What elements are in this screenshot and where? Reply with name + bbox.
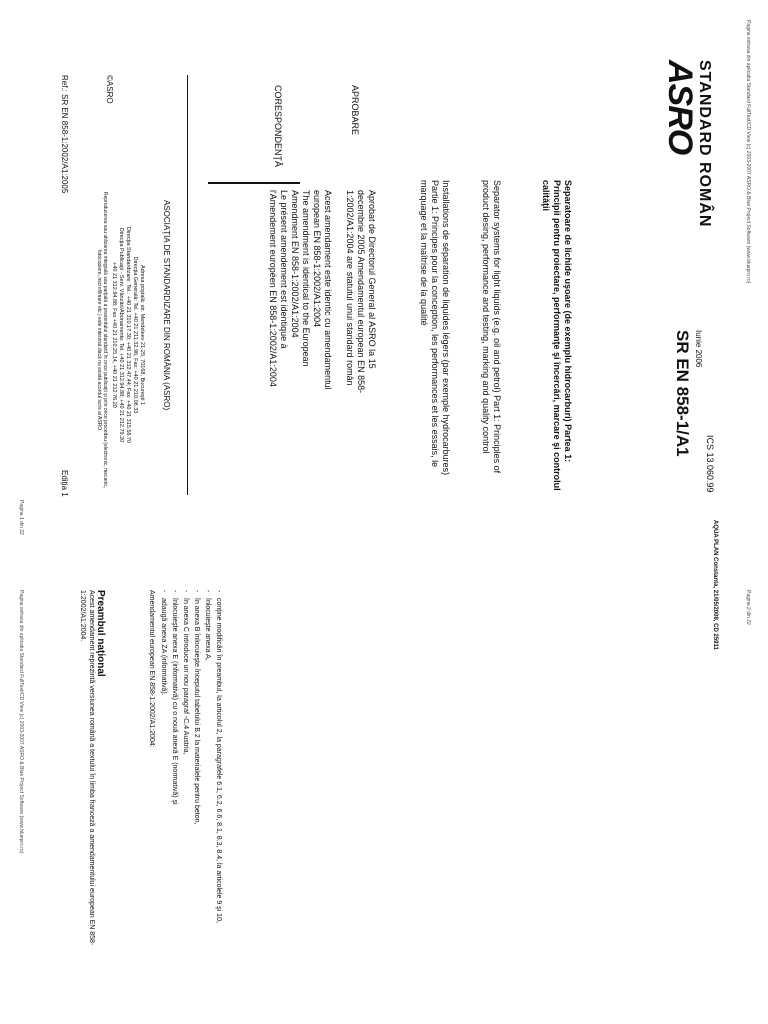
title-french: Installations de séparation de liquides légers (par exemple hydrocarbures) Partie 1: Principes pour la conception, les performances et les essais, le marquage et la maîtrise de la qualité [419,180,451,476]
page-number: Pagina 2 din 22 [745,590,751,625]
title-english: Separator systems for light liquids (e.g. oil and petrol) Part 1: Principles of product desing, performance and testing, marking and quality control [481,180,502,474]
preamble-list [158,590,224,970]
edition: Ediţia 1 [60,470,69,497]
correspondence-ro: Acest amendament este identic cu amendamentul european EN 858-1:2002/A1:2004 [312,190,333,390]
approval-label: APROBARE [350,85,360,136]
preamble-title: Preambul naţional [95,590,106,677]
correspondence-text [267,190,333,405]
document-date: Iunie 2006 [694,330,703,368]
title-romanian: Separatoare de lichide uşoare (de exemplu hidrocarburi) Partea 1: Principii pentru proiectare, performanţe şi încercări, marcare şi controlul calităţii [541,180,573,491]
ics-code: ICS 13.060.99 [705,435,715,493]
association-name: ASOCIAŢIA DE STANDARDIZARE DIN ROMÂNIA (ASRO) [162,200,171,411]
aqua-plan-note: AQUA PLAN Constanta, 21/05/2008, CD 25911 [712,520,718,650]
association-publications: Direcţia Publicaţii - Serv. Vânzări/Abonamente: Tel. +40 21 312.94.88; +40 21 212.79.20 [118,227,124,443]
reference: Ref.: SR EN 858-1:2002/A1:2005 [60,75,69,194]
standard-title: STANDARD ROMÂN [696,60,713,228]
asro-logo: ASRO [661,60,699,155]
approval-text: Aprobat de Directorul General al ASRO la 15 decembrie 2005 Amendamentul european EN 858-1:2002/A1:2004 are statutul unui standard român [345,190,377,394]
page-number: Pagina 1 din 22 [18,500,24,535]
correspondence-label: CORESPONDENŢĂ [273,85,283,168]
association-standards: Direcţia Standardizare: Tel.: +40 21 310.17.30; +40 21 312.47.44; Fax: +40 21 315.58.70 [125,226,131,444]
list-item: - în anexa B înlocuieşte începutul tabelului B.2 la materialele pentru beton, [191,590,202,970]
list-item: - adaugă anexa ZA (informativă). [158,590,169,970]
copyright-mark: ©ASRO [105,75,114,104]
margin-note: Pagina extrasa din aplicatia Standard FullText/CD View (c) 2003-2007 ASRO & Blue Project Software (www.bluepro.ro) [18,590,24,854]
association-general: Direcţia Generală: Tel. +40 21 211.32.96; Fax: +40 21 210.08.33 [132,256,138,414]
association-fax: +40 21 312.94.88; Fax +40 21 210.25.14, +40 21 212.76.20 [111,262,117,408]
margin-note: Pagina extrasa din aplicatia Standard FullText/CD View (c) 2003-2007 ASRO & Blue Project Software (www.bluepro.ro) [745,20,751,284]
list-item: - conţine modificări în preambul, la articolul 2, la paragrafele 6.1, 6.2, 6.6, 8.1, 8.3, 8.4, la articolele 9 şi 10, [213,590,224,970]
correspondence-bar [208,182,300,184]
preamble-intro: Acest amendament reprezintă versiunea română a textului în limba franceză a amendamentului european EN 858-1:2002/A1:2004. [79,590,95,946]
divider [187,75,188,495]
copyright-notice: Reproducerea sau utilizarea integrală sau parţială a prezentului standard în orice publicaţii şi prin orice procedeu (electronic, mecanic, fotocopiere, microfilmare etc.) este interzisă dacă nu există acordul scris al ASRO [96,191,108,489]
association-contacts [110,170,145,500]
list-item: - înlocuieşte anexa E (informativă) cu o nouă anexă E (normativă) şi [169,590,180,970]
list-item: - în anexa C introduce un nou paragraf -C.4 Austria, [180,590,191,970]
correspondence-en: The amendment is identical to the European Amendment EN 858-1:2002/A1:2004 [290,190,311,367]
document-number: SR EN 858-1/A1 [673,330,692,457]
preamble-lead: Amendamentul european EN 858-1:2002/A1:2004: [148,590,155,748]
list-item: - înlocuieşte anexa A, [202,590,213,970]
correspondence-fr: Le présent amendement est identique à l'Amendement européen EN 858-1:2002/A1:2004 [268,190,289,387]
association-address: Adresa poştală: str. Mendeleev 21-25, 70168, Bucureşti 1 [139,264,145,406]
